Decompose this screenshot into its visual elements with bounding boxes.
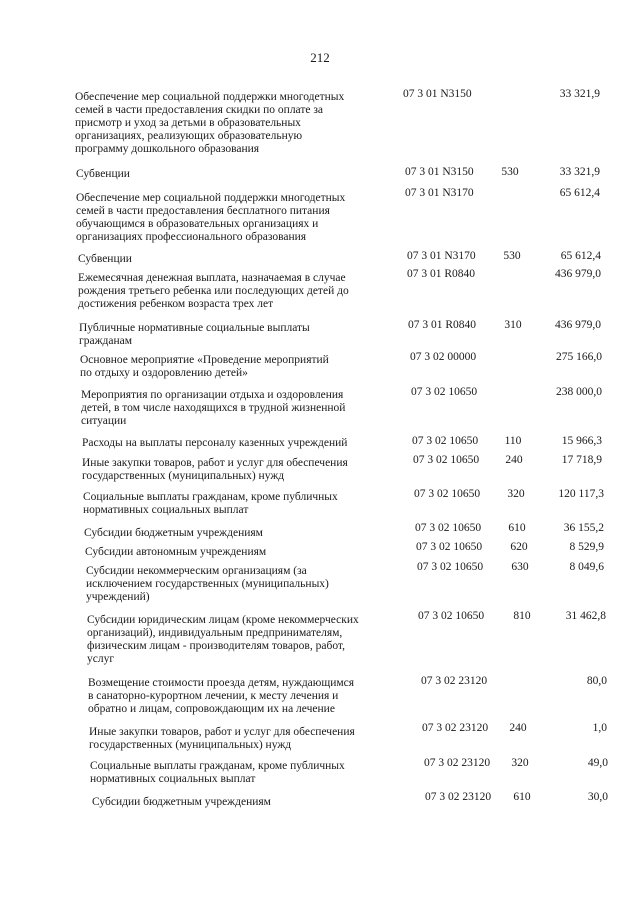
row-type: 110 bbox=[504, 435, 522, 447]
row-code: 07 3 02 10650 bbox=[416, 541, 483, 553]
row-name: Социальные выплаты гражданам, кроме публичных нормативных социальных выплат bbox=[83, 491, 338, 516]
row-amount: 8 049,6 bbox=[569, 561, 604, 573]
row-type: 240 bbox=[505, 454, 523, 466]
row-type: 630 bbox=[511, 561, 529, 573]
row-amount: 238 000,0 bbox=[556, 386, 602, 398]
row-name: Обеспечение мер социальной поддержки многодетных семей в части предоставления скидки по оплате за присмотр и уход за детьми в образовательных организациях, реализующих образовательную программу дошкольного образования bbox=[75, 91, 345, 155]
row-type: 610 bbox=[508, 522, 526, 534]
row-name: Субсидии бюджетным учреждениям bbox=[84, 527, 263, 539]
row-amount: 65 612,4 bbox=[559, 187, 600, 199]
row-type: 530 bbox=[501, 166, 519, 178]
row-name: Субсидии автономным учреждениям bbox=[85, 546, 267, 558]
row-code: 07 3 02 10650 bbox=[415, 522, 482, 534]
row-code: 07 3 02 10650 bbox=[413, 454, 480, 466]
row-code: 07 3 02 10650 bbox=[414, 488, 481, 500]
row-code: 07 3 02 10650 bbox=[418, 610, 485, 622]
row-type: 620 bbox=[510, 541, 528, 553]
row-name: Иные закупки товаров, работ и услуг для обеспечения государственных (муниципальных) нужд bbox=[82, 457, 348, 482]
row-type: 530 bbox=[503, 250, 521, 262]
row-amount: 120 117,3 bbox=[558, 488, 604, 500]
row-code: 07 3 02 10650 bbox=[417, 561, 484, 573]
row-name: Публичные нормативные социальные выплаты гражданам bbox=[79, 322, 310, 347]
row-type: 810 bbox=[513, 610, 531, 622]
row-amount: 275 166,0 bbox=[556, 351, 602, 363]
row-code: 07 3 02 10650 bbox=[411, 386, 478, 398]
row-amount: 31 462,8 bbox=[565, 610, 606, 622]
row-name: Обеспечение мер социальной поддержки многодетных семей в части предоставления бесплатного питания обучающимся в образовательных организациях и организациях профессионального образования bbox=[76, 192, 346, 243]
row-name: Мероприятия по организации отдыха и оздоровления детей, в том числе находящихся в трудной жизненной ситуации bbox=[81, 389, 346, 427]
row-amount: 436 979,0 bbox=[555, 268, 601, 280]
row-type: 320 bbox=[511, 757, 529, 769]
row-code: 07 3 01 N3170 bbox=[405, 187, 474, 199]
row-name: Субсидии некоммерческим организациям (за исключением государственных (муниципальных) учреждений) bbox=[86, 565, 329, 603]
row-amount: 49,0 bbox=[587, 757, 608, 769]
row-name: Субвенции bbox=[76, 168, 130, 180]
row-name: Расходы на выплаты персоналу казенных учреждений bbox=[82, 437, 348, 449]
row-code: 07 3 01 R0840 bbox=[407, 268, 476, 280]
row-name: Иные закупки товаров, работ и услуг для обеспечения государственных (муниципальных) нужд bbox=[89, 726, 355, 751]
row-amount: 8 529,9 bbox=[569, 541, 604, 553]
row-amount: 1,0 bbox=[592, 722, 607, 734]
row-code: 07 3 01 N3170 bbox=[407, 250, 476, 262]
row-amount: 33 321,9 bbox=[559, 88, 600, 100]
row-name: Основное мероприятие «Проведение мероприятий по отдыху и оздоровлению детей» bbox=[80, 354, 329, 379]
row-name: Социальные выплаты гражданам, кроме публичных нормативных социальных выплат bbox=[90, 760, 345, 785]
row-code: 07 3 02 10650 bbox=[412, 435, 479, 447]
row-amount: 65 612,4 bbox=[560, 250, 601, 262]
row-amount: 17 718,9 bbox=[561, 454, 602, 466]
row-type: 240 bbox=[509, 722, 527, 734]
row-type: 610 bbox=[513, 791, 531, 803]
row-name: Субсидии бюджетным учреждениям bbox=[92, 796, 271, 808]
row-code: 07 3 01 R0840 bbox=[408, 319, 477, 331]
row-type: 320 bbox=[507, 488, 525, 500]
row-amount: 33 321,9 bbox=[559, 166, 600, 178]
row-code: 07 3 02 00000 bbox=[410, 351, 477, 363]
row-code: 07 3 01 N3150 bbox=[405, 166, 474, 178]
row-name: Возмещение стоимости проезда детям, нуждающимся в санаторно-курортном лечении, к месту лечения и обратно и лицам, сопровождающим их на лечение bbox=[88, 677, 355, 715]
row-code: 07 3 02 23120 bbox=[421, 675, 488, 687]
row-name: Субсидии юридическим лицам (кроме некоммерческих организаций), индивидуальным предпринимателям, физическим лицам - производителям товаров, работ, услуг bbox=[87, 614, 359, 665]
row-amount: 36 155,2 bbox=[563, 522, 604, 534]
row-code: 07 3 02 23120 bbox=[422, 722, 489, 734]
row-type: 310 bbox=[504, 319, 522, 331]
row-name: Ежемесячная денежная выплата, назначаемая в случае рождения третьего ребенка или последующих детей до достижения ребенком возраста трех лет bbox=[78, 272, 349, 310]
row-code: 07 3 01 N3150 bbox=[403, 88, 472, 100]
row-amount: 15 966,3 bbox=[561, 435, 602, 447]
row-amount: 30,0 bbox=[587, 791, 608, 803]
row-amount: 80,0 bbox=[586, 675, 607, 687]
row-amount: 436 979,0 bbox=[555, 319, 601, 331]
page-number: 212 bbox=[310, 50, 330, 65]
row-name: Субвенции bbox=[78, 253, 132, 265]
row-code: 07 3 02 23120 bbox=[425, 791, 492, 803]
row-code: 07 3 02 23120 bbox=[424, 757, 491, 769]
